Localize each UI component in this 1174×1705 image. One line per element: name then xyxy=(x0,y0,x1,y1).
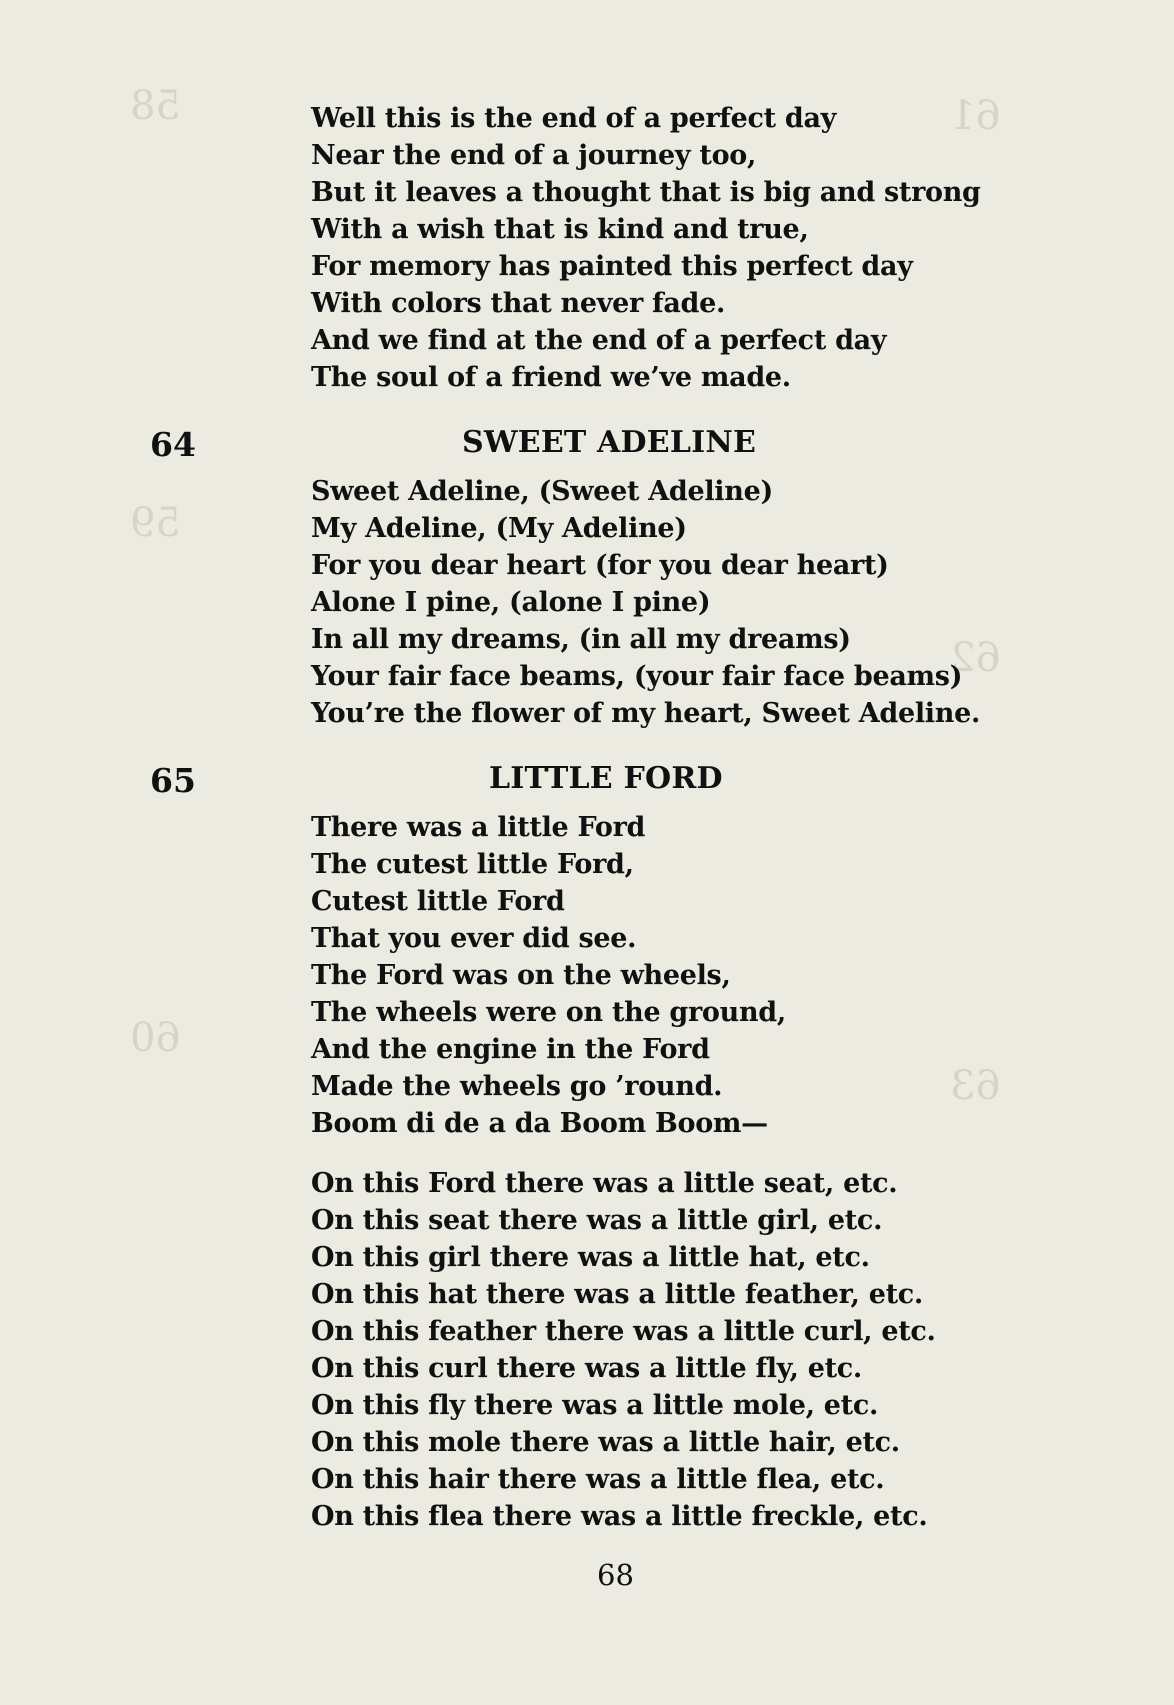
lyric-line: With a wish that is kind and true, xyxy=(311,214,809,245)
lyric-line: The cutest little Ford, xyxy=(311,849,634,880)
lyric-line: And the engine in the Ford xyxy=(311,1034,710,1065)
lyric-line: In all my dreams, (in all my dreams) xyxy=(311,624,851,655)
lyric-line: On this hair there was a little flea, etc. xyxy=(311,1464,885,1495)
page-number: 68 xyxy=(597,1558,634,1592)
lyric-line: Boom di de a da Boom Boom— xyxy=(311,1108,768,1139)
lyric-line: Alone I pine, (alone I pine) xyxy=(311,587,711,618)
bleed-through-number: 61 xyxy=(950,93,1001,139)
lyric-line: On this flea there was a little freckle, etc. xyxy=(311,1501,928,1532)
lyric-line: On this curl there was a little fly, etc. xyxy=(311,1353,863,1384)
lyric-line: Made the wheels go ’round. xyxy=(311,1071,723,1102)
lyric-line: But it leaves a thought that is big and strong xyxy=(311,177,981,208)
bleed-through-number: 58 xyxy=(130,83,181,129)
lyric-line: Well this is the end of a perfect day xyxy=(311,103,837,134)
lyric-line: The Ford was on the wheels, xyxy=(311,960,731,991)
lyric-line: The wheels were on the ground, xyxy=(311,997,786,1028)
lyric-line: On this feather there was a little curl, etc. xyxy=(311,1316,936,1347)
lyric-line: The soul of a friend we’ve made. xyxy=(311,362,791,393)
lyric-line: There was a little Ford xyxy=(311,812,646,843)
lyric-line: For you dear heart (for you dear heart) xyxy=(311,550,889,581)
bleed-through-number: 62 xyxy=(950,635,1001,681)
song-title: SWEET ADELINE xyxy=(462,425,757,460)
lyric-line: On this fly there was a little mole, etc. xyxy=(311,1390,879,1421)
lyric-line: On this mole there was a little hair, etc. xyxy=(311,1427,900,1458)
lyric-line: That you ever did see. xyxy=(311,923,637,954)
lyric-line: You’re the flower of my heart, Sweet Adeline. xyxy=(311,698,981,729)
bleed-through-number: 59 xyxy=(130,500,181,546)
lyric-line: On this girl there was a little hat, etc. xyxy=(311,1242,870,1273)
lyric-line: For memory has painted this perfect day xyxy=(311,251,913,282)
lyric-line: On this hat there was a little feather, etc. xyxy=(311,1279,924,1310)
lyric-line: Near the end of a journey too, xyxy=(311,140,757,171)
lyric-line: On this seat there was a little girl, etc. xyxy=(311,1205,883,1236)
song-title: LITTLE FORD xyxy=(489,761,723,796)
lyric-line: My Adeline, (My Adeline) xyxy=(311,513,687,544)
song-number: 65 xyxy=(150,761,196,800)
lyric-line: Cutest little Ford xyxy=(311,886,565,917)
lyric-line: And we find at the end of a perfect day xyxy=(311,325,887,356)
lyric-line: Your fair face beams, (your fair face beams) xyxy=(311,661,963,692)
bleed-through-number: 63 xyxy=(950,1063,1001,1109)
lyric-line: On this Ford there was a little seat, etc. xyxy=(311,1168,898,1199)
lyric-line: With colors that never fade. xyxy=(311,288,726,319)
lyric-line: Sweet Adeline, (Sweet Adeline) xyxy=(311,476,773,507)
song-number: 64 xyxy=(150,425,196,464)
bleed-through-number: 60 xyxy=(130,1015,181,1061)
